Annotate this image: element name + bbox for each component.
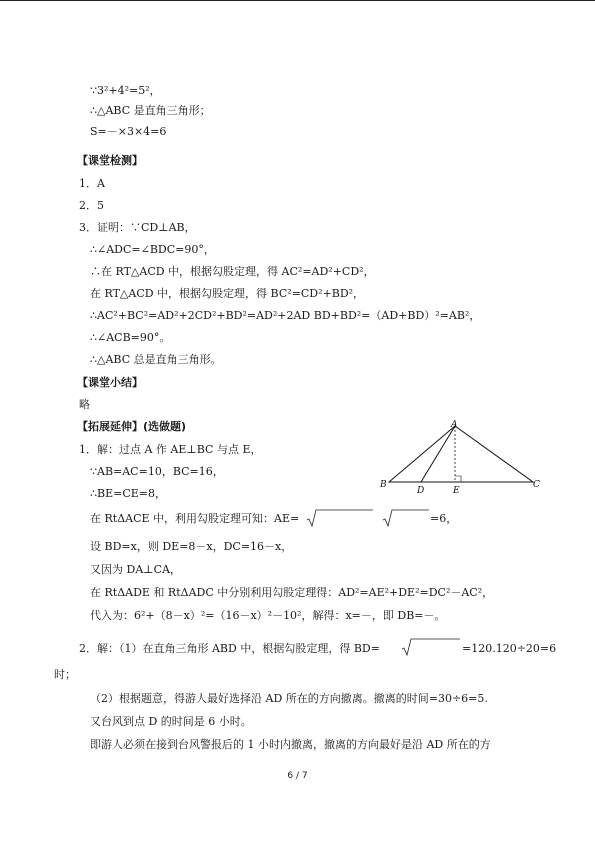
text-line: ∴△ABC 是直角三角形； bbox=[90, 104, 211, 117]
section-heading: 【拓展延伸】(选做题) bbox=[77, 420, 187, 433]
text-line: ∴AC²+BC²=AD²+2CD²+BD²=AD²+2AD BD+BD²=（AD+BD）²=AB²， bbox=[90, 309, 481, 322]
text-line: 设 BD=x，则 DE=8－x，DC=16－x， bbox=[90, 540, 293, 553]
text-line: ∴BE=CE=8， bbox=[90, 487, 166, 500]
text-line: ∴∠ADC=∠BDC=90°， bbox=[90, 243, 215, 256]
text-line: 在 RtΔACE 中，利用勾股定理可知：AE= bbox=[90, 512, 300, 525]
triangle-figure bbox=[375, 419, 545, 495]
text-line: ∴△ABC 总是直角三角形。 bbox=[90, 353, 222, 366]
radical-sign bbox=[306, 509, 374, 523]
text-line: ∵AB=AC=10，BC=16， bbox=[90, 465, 224, 478]
label-a: A bbox=[451, 420, 458, 430]
section-heading: 【课堂小结】 bbox=[77, 376, 143, 389]
text-line: 2．解：（1）在直角三角形 ABD 中，根据勾股定理，得 BD= bbox=[79, 642, 380, 655]
text-line: 时； bbox=[54, 668, 76, 681]
segment-ad bbox=[421, 426, 455, 482]
text-line: ∴在 RT△ACD 中，根据勾股定理，得 AC²=AD²+CD²， bbox=[90, 265, 375, 278]
text-line: 代入为：6²+（8－x）²=（16－x）²－10²，解得：x=－，即 DB=－。 bbox=[90, 609, 446, 622]
text-line: 又台风到点 D 的时间是 6 小时。 bbox=[90, 715, 252, 728]
text-line: 在 RT△ACD 中，根据勾股定理，得 BC²=CD²+BD²， bbox=[90, 287, 365, 300]
text-line: 在 RtΔADE 和 RtΔADC 中分别利用勾股定理得：AD²=AE²+DE²=DC²－AC²， bbox=[90, 586, 494, 599]
radical-sign bbox=[382, 509, 430, 523]
text-line: 1．A bbox=[79, 177, 105, 190]
text-line: 3．证明：∵CD⊥AB， bbox=[79, 221, 196, 234]
text-line: ∴∠ACB=90°。 bbox=[90, 331, 171, 344]
label-c: C bbox=[533, 480, 540, 490]
text-line: 又因为 DA⊥CA， bbox=[90, 563, 181, 576]
text-line: 略 bbox=[79, 398, 90, 411]
radical-sign bbox=[401, 638, 461, 652]
text-line: 1．解：过点 A 作 AE⊥BC 与点 E， bbox=[79, 443, 262, 456]
text-line: ∵3²+4²=5²， bbox=[90, 84, 161, 97]
label-b: B bbox=[380, 480, 387, 490]
text-line: S=－×3×4=6 bbox=[90, 125, 167, 138]
triangle-abc bbox=[389, 426, 533, 482]
right-angle-mark bbox=[455, 476, 461, 482]
top-rule bbox=[0, 0, 595, 1]
text-line: =120.120÷20=6 bbox=[462, 642, 557, 655]
section-heading: 【课堂检测】 bbox=[77, 154, 143, 167]
text-line: 即游人必须在接到台风警报后的 1 小时内撤离，撤离的方向最好是沿 AD 所在的方 bbox=[90, 738, 491, 751]
page-number: 6 / 7 bbox=[287, 771, 308, 781]
text-line: =6， bbox=[430, 512, 458, 525]
text-line: （2）根据题意，得游人最好选择沿 AD 所在的方向撤离。撤离的时间=30÷6=5. bbox=[90, 692, 488, 705]
label-e: E bbox=[453, 486, 460, 495]
label-d: D bbox=[417, 486, 425, 495]
text-line: 2．5 bbox=[79, 199, 104, 212]
